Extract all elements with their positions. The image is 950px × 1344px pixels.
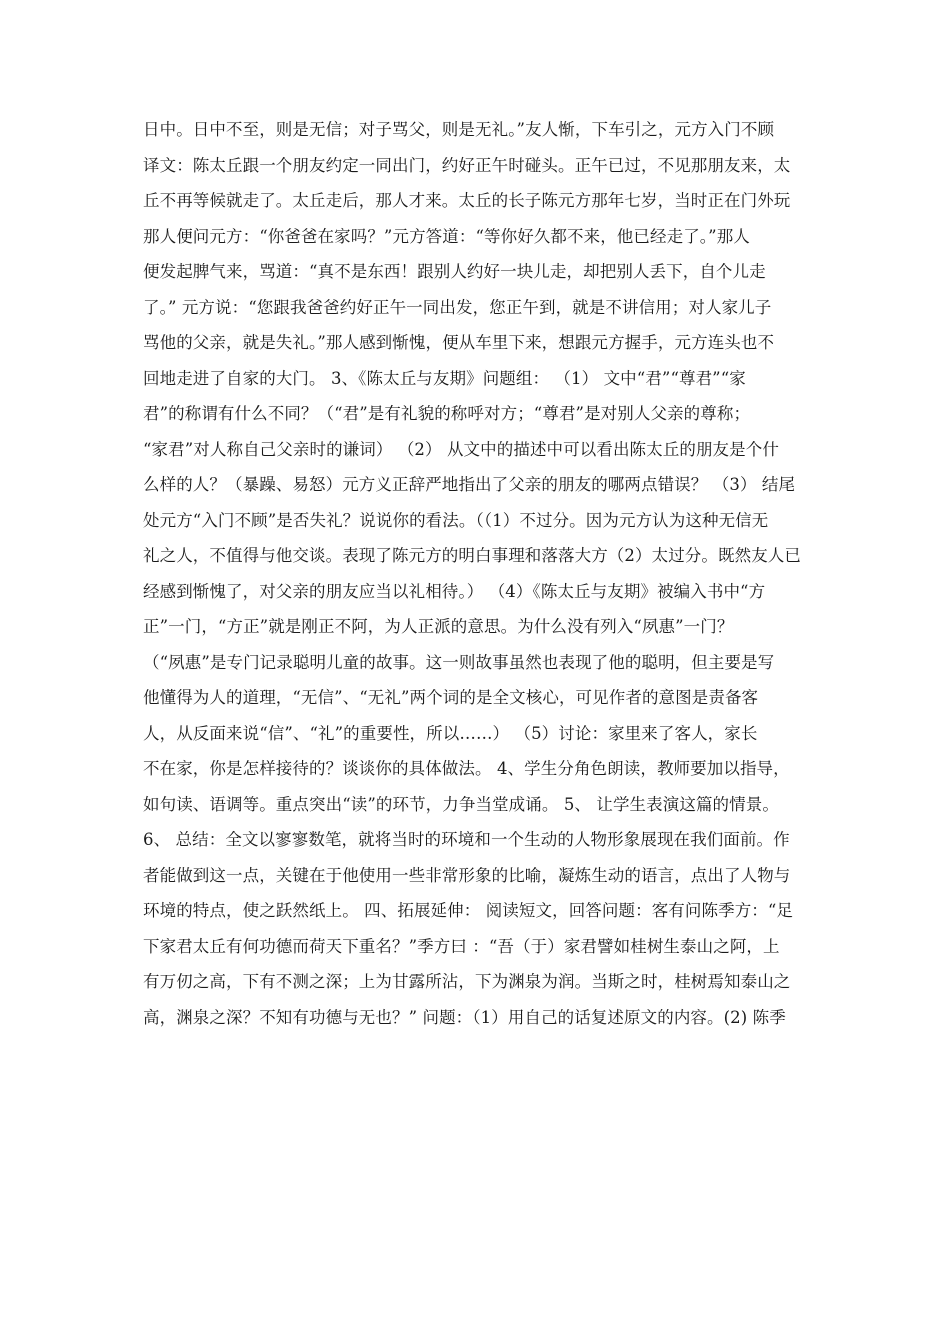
- text-line: 礼之人，不值得与他交谈。表现了陈元方的明白事理和落落大方（2）太过分。既然友人已: [143, 546, 801, 565]
- text-line: 高，渊泉之深？不知有功德与无也？” 问题：（1）用自己的话复述原文的内容。(2) 陈季: [143, 1007, 786, 1027]
- text-line: 么样的人？（暴躁、易怒）元方义正辞严地指出了父亲的朋友的哪两点错误？ （3） 结尾: [143, 475, 796, 494]
- text-line: 正”一门，“方正”就是刚正不阿，为人正派的意思。为什么没有列入“夙惠”一门？: [143, 617, 734, 636]
- text-line: 便发起脾气来，骂道：“真不是东西！跟别人约好一块儿走，却把别人丢下，自个儿走: [143, 262, 766, 281]
- text-line: （“夙惠”是专门记录聪明儿童的故事。这一则故事虽然也表现了他的聪明，但主要是写: [143, 652, 775, 672]
- text-line: 译文：陈太丘跟一个朋友约定一同出门，约好正午时碰头。正午已过，不见那朋友来，太: [143, 155, 791, 175]
- text-line: 下家君太丘有何功德而荷天下重名？”季方曰 ：“吾（于）家君譬如桂树生泰山之阿，上: [143, 936, 780, 956]
- text-line: 经感到惭愧了，对父亲的朋友应当以礼相待。） （4）《陈太丘与友期》被编入书中“方: [143, 581, 766, 601]
- text-line: 骂他的父亲，就是失礼。”那人感到惭愧，便从车里下来，想跟元方握手，元方连头也不: [143, 333, 775, 352]
- text-line: 6、 总结：全文以寥寥数笔，就将当时的环境和一个生动的人物形象展现在我们面前。作: [143, 830, 790, 849]
- text-line: 那人便问元方：“你爸爸在家吗？”元方答道：“等你好久都不来，他已经走了。”那人: [143, 226, 750, 246]
- text-line: 者能做到这一点，关键在于他使用一些非常形象的比喻，凝炼生动的语言，点出了人物与: [143, 865, 791, 885]
- text-line: 人，从反面来说“信”、“礼”的重要性，所以……） （5）讨论：家里来了客人，家长: [143, 723, 758, 743]
- text-line: 他懂得为人的道理，“无信”、“无礼”两个词的是全文核心，可见作者的意图是责备客: [143, 688, 759, 707]
- text-line: 有万仞之高，下有不测之深；上为甘露所沾，下为渊泉为润。当斯之时，桂树焉知泰山之: [143, 972, 791, 991]
- text-line: 如句读、语调等。重点突出“读”的环节，力争当堂成诵。 5、 让学生表演这篇的情景。: [143, 794, 779, 814]
- text-line: 不在家，你是怎样接待的？谈谈你的具体做法。 4、学生分角色朗读，教师要加以指导，: [143, 759, 790, 778]
- text-line: “家君”对人称自己父亲时的谦词） （2） 从文中的描述中可以看出陈太丘的朋友是个什: [143, 439, 779, 459]
- text-line: 丘不再等候就走了。太丘走后，那人才来。太丘的长子陈元方那年七岁，当时正在门外玩: [143, 191, 791, 210]
- body-text: [143, 112, 813, 1035]
- text-line: 处元方“入门不顾”是否失礼？说说你的看法。（（1）不过分。因为元方认为这种无信无: [143, 510, 769, 530]
- text-line: 君”的称谓有什么不同？（“君”是有礼貌的称呼对方；“尊君”是对别人父亲的尊称；: [143, 404, 751, 423]
- text-line: 回地走进了自家的大门。 3、《陈太丘与友期》问题组： （1） 文中“君”“尊君”“家: [143, 368, 746, 388]
- text-line: 环境的特点，使之跃然纸上。 四、拓展延伸： 阅读短文，回答问题：客有问陈季方：“足: [143, 901, 794, 920]
- text-line: 了。” 元方说：“您跟我爸爸约好正午一同出发，您正午到，就是不讲信用；对人家儿子: [143, 297, 772, 317]
- text-line: 日中。日中不至，则是无信；对子骂父，则是无礼。”友人惭，下车引之，元方入门不顾: [143, 120, 775, 139]
